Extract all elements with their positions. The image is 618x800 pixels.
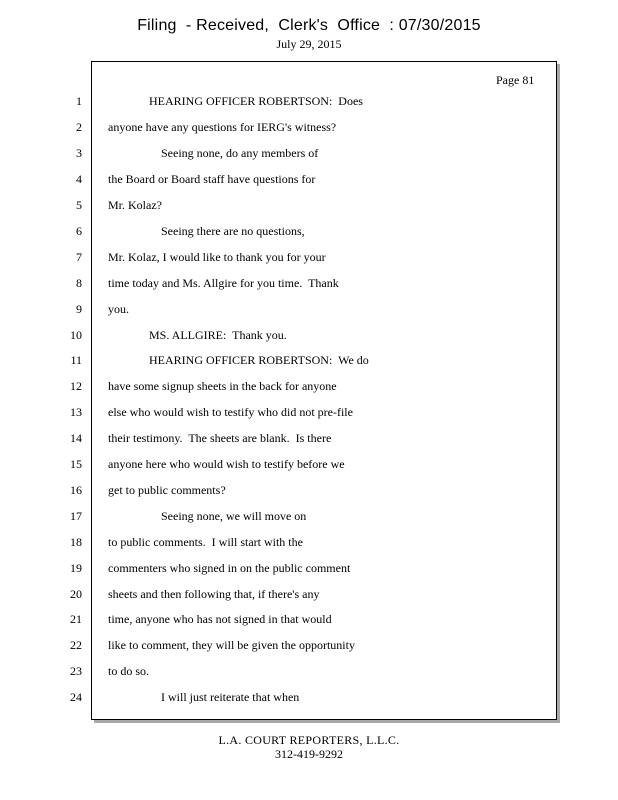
transcript-line	[0, 587, 600, 607]
line-number: 23	[70, 664, 82, 678]
line-number: 11	[70, 353, 82, 367]
transcript-line	[0, 690, 600, 710]
line-text: have some signup sheets in the back for anyone	[108, 379, 337, 393]
line-number: 13	[70, 405, 82, 419]
line-number: 17	[70, 509, 82, 523]
line-text: Seeing none, do any members of	[161, 146, 319, 160]
line-number: 21	[70, 612, 82, 626]
line-text: anyone have any questions for IERG's witness?	[108, 120, 337, 134]
transcript-line	[0, 379, 600, 399]
line-text: Seeing there are no questions,	[161, 224, 305, 238]
transcript-line	[0, 509, 600, 529]
line-number: 1	[76, 94, 82, 108]
transcript-date: July 29, 2015	[276, 37, 342, 51]
line-text: to do so.	[108, 664, 150, 678]
line-number: 6	[76, 224, 82, 238]
transcript-line	[0, 561, 600, 581]
line-number: 20	[70, 587, 82, 601]
line-text: get to public comments?	[108, 483, 226, 497]
transcript-line	[0, 483, 600, 503]
line-text: time, anyone who has not signed in that would	[108, 612, 332, 626]
line-number: 7	[76, 250, 82, 264]
line-text: anyone here who would wish to testify before we	[108, 457, 345, 471]
transcript-line	[0, 276, 600, 296]
line-text: HEARING OFFICER ROBERTSON: We do	[149, 353, 369, 367]
line-text: Seeing none, we will move on	[161, 509, 307, 523]
line-number: 12	[70, 379, 82, 393]
line-text: sheets and then following that, if there's any	[108, 587, 320, 601]
line-text: like to comment, they will be given the opportunity	[108, 638, 355, 652]
transcript-line	[0, 302, 600, 322]
line-text: Mr. Kolaz, I would like to thank you for your	[108, 250, 326, 264]
transcript-line	[0, 250, 600, 270]
line-number: 15	[70, 457, 82, 471]
line-text: to public comments. I will start with the	[108, 535, 303, 549]
transcript-line	[0, 612, 600, 632]
transcript-line	[0, 198, 600, 218]
line-number: 5	[76, 198, 82, 212]
transcript-line	[0, 94, 600, 114]
line-number: 18	[70, 535, 82, 549]
line-text: HEARING OFFICER ROBERTSON: Does	[149, 94, 363, 108]
line-text: Mr. Kolaz?	[108, 198, 162, 212]
line-text: their testimony. The sheets are blank. Is there	[108, 431, 332, 445]
line-number: 16	[70, 483, 82, 497]
transcript-line	[0, 172, 600, 192]
line-text: the Board or Board staff have questions for	[108, 172, 316, 186]
line-text: MS. ALLGIRE: Thank you.	[149, 328, 287, 342]
transcript-line	[0, 457, 600, 477]
transcript-line	[0, 120, 600, 140]
line-text: time today and Ms. Allgire for you time. Thank	[108, 276, 339, 290]
transcript-line	[0, 146, 600, 166]
line-number: 4	[76, 172, 82, 186]
transcript-line	[0, 353, 600, 373]
transcript-line	[0, 224, 600, 244]
transcript-line	[0, 328, 600, 348]
line-number: 14	[70, 431, 82, 445]
line-number: 3	[76, 146, 82, 160]
line-number: 2	[76, 120, 82, 134]
line-text: you.	[108, 302, 129, 316]
transcript-line	[0, 535, 600, 555]
transcript-line	[0, 638, 600, 658]
transcript-line	[0, 405, 600, 425]
court-reporter-name: L.A. COURT REPORTERS, L.L.C.	[218, 733, 400, 747]
court-reporter-phone: 312-419-9292	[275, 747, 343, 761]
line-number: 10	[70, 328, 82, 342]
transcript-line	[0, 431, 600, 451]
line-number: 22	[70, 638, 82, 652]
line-number: 19	[70, 561, 82, 575]
line-text: else who would wish to testify who did not pre-file	[108, 405, 353, 419]
page-number: Page 81	[496, 73, 535, 87]
filing-stamp-header: Filing - Received, Clerk's Office : 07/30/2015	[137, 17, 481, 34]
line-number: 8	[76, 276, 82, 290]
line-number: 9	[76, 302, 82, 316]
transcript-line	[0, 664, 600, 684]
line-number: 24	[70, 690, 82, 704]
line-text: commenters who signed in on the public comment	[108, 561, 351, 575]
line-text: I will just reiterate that when	[161, 690, 300, 704]
